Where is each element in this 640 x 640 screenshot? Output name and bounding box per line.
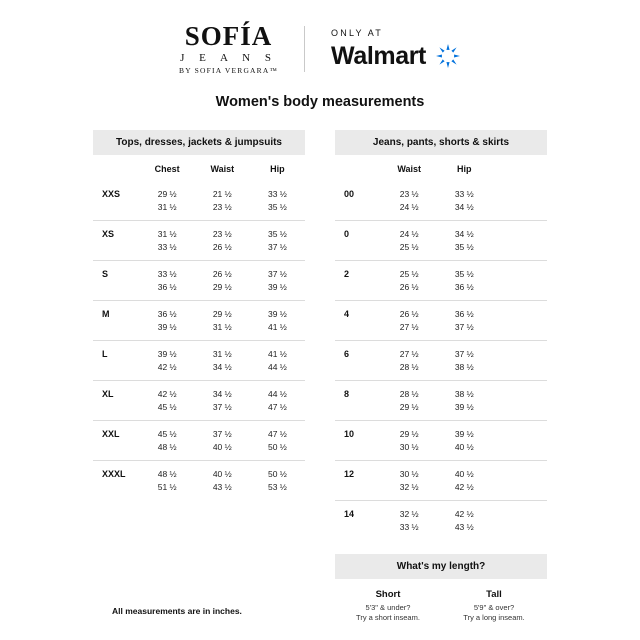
cell-value: 39 ½ [267,282,287,292]
size-label: XXS [102,189,121,199]
size-label: XS [102,229,115,239]
cell-value: 36 ½ [454,309,474,319]
table-row [335,341,547,359]
cell-value: 33 ½ [454,189,474,199]
table-row [335,301,547,319]
table-row [93,319,305,341]
cell-value: 26 ½ [212,242,232,252]
size-label: M [102,309,110,319]
length-option-title: Tall [486,589,502,600]
cell-value: 35 ½ [267,202,287,212]
cell-value: 28 ½ [399,389,419,399]
size-label: S [102,269,109,279]
cell-value: 37 ½ [267,269,287,279]
cell-value: 40 ½ [212,442,232,452]
cell-value: 31 ½ [157,229,177,239]
cell-value: 45 ½ [157,402,177,412]
cell-value: 35 ½ [267,229,287,239]
cell-value: 29 ½ [212,309,232,319]
table-row [93,479,305,500]
tops-measurement-table [93,155,305,500]
cell-value: 34 ½ [212,362,232,372]
cell-value: 36 ½ [157,282,177,292]
cell-value: 50 ½ [267,469,287,479]
table-row [335,381,547,399]
table-row [93,421,305,439]
cell-value: 48 ½ [157,442,177,452]
cell-value: 26 ½ [212,269,232,279]
table-row [335,461,547,479]
cell-value: 37 ½ [267,242,287,252]
measurement-units-note: All measurements are in inches. [112,606,242,616]
cell-value: 29 ½ [399,429,419,439]
table-row [335,279,547,301]
cell-value: 40 ½ [454,442,474,452]
cell-value: 42 ½ [157,389,177,399]
table-row [93,399,305,421]
cell-value: 30 ½ [399,442,419,452]
table-row [93,181,305,199]
cell-value: 34 ½ [454,202,474,212]
brand-subname: J E A N S [180,52,277,65]
cell-value: 31 ½ [212,349,232,359]
brand-header [0,18,640,80]
cell-value: 42 ½ [157,362,177,372]
cell-value: 37 ½ [454,322,474,332]
cell-value: 35 ½ [454,269,474,279]
tops-table-column [93,130,305,623]
length-option-line1: 5'3" & under? [365,603,411,612]
cell-value: 37 ½ [212,402,232,412]
cell-value: 50 ½ [267,442,287,452]
table-row [93,359,305,381]
table-row [93,221,305,239]
cell-value: 33 ½ [267,189,287,199]
brand-name: SOFÍA [184,21,273,52]
length-guide [335,554,547,623]
table-row [93,301,305,319]
cell-value: 31 ½ [212,322,232,332]
length-guide-heading: What's my length? [335,554,547,579]
tops-col-chest: Chest [154,164,180,174]
cell-value: 29 ½ [157,189,177,199]
table-row [335,519,547,540]
walmart-spark-icon [435,43,461,69]
cell-value: 38 ½ [454,362,474,372]
cell-value: 51 ½ [157,482,177,492]
cell-value: 25 ½ [399,242,419,252]
table-row [93,239,305,261]
cell-value: 31 ½ [157,202,177,212]
size-label: 14 [344,509,355,519]
length-option-tall [441,589,547,623]
bottoms-col-waist: Waist [397,164,422,174]
cell-value: 42 ½ [454,509,474,519]
cell-value: 29 ½ [399,402,419,412]
size-label: 00 [344,189,355,199]
bottoms-col-size [335,155,382,181]
table-row [93,341,305,359]
page-title: Women's body measurements [215,94,425,110]
cell-value: 36 ½ [157,309,177,319]
table-row [335,199,547,221]
cell-value: 39 ½ [157,349,177,359]
tops-column-headers [93,155,305,181]
table-row [93,439,305,461]
cell-value: 42 ½ [454,482,474,492]
cell-value: 39 ½ [267,309,287,319]
table-row [335,359,547,381]
cell-value: 39 ½ [454,402,474,412]
tops-col-hip: Hip [270,164,285,174]
table-row [335,479,547,501]
size-label: 12 [344,469,355,479]
table-row [335,239,547,261]
cell-value: 41 ½ [267,349,287,359]
size-label: 0 [344,229,350,239]
cell-value: 23 ½ [399,189,419,199]
cell-value: 43 ½ [212,482,232,492]
size-label: 6 [344,349,350,359]
bottoms-table-column [335,130,547,623]
tops-table-heading: Tops, dresses, jackets & jumpsuits [93,130,305,155]
cell-value: 23 ½ [212,229,232,239]
cell-value: 33 ½ [399,522,419,532]
cell-value: 24 ½ [399,229,419,239]
length-option-line1: 5'9" & over? [473,603,515,612]
cell-value: 44 ½ [267,389,287,399]
table-row [335,439,547,461]
cell-value: 47 ½ [267,429,287,439]
cell-value: 40 ½ [454,469,474,479]
cell-value: 39 ½ [157,322,177,332]
cell-value: 44 ½ [267,362,287,372]
tops-col-waist: Waist [210,164,235,174]
cell-value: 34 ½ [454,229,474,239]
size-label: XXL [102,429,120,439]
tops-col-size [93,155,140,181]
sofia-jeans-logo [179,23,278,75]
cell-value: 26 ½ [399,309,419,319]
length-option-line2: Try a short inseam. [356,613,420,623]
cell-value: 43 ½ [454,522,474,532]
cell-value: 39 ½ [454,429,474,439]
length-option-line2: Try a long inseam. [463,613,525,623]
cell-value: 25 ½ [399,269,419,279]
cell-value: 33 ½ [157,269,177,279]
cell-value: 37 ½ [212,429,232,439]
table-row [93,381,305,399]
length-option-title: Short [375,589,401,600]
table-row [335,221,547,239]
bottoms-col-hip: Hip [457,164,472,174]
size-label: 10 [344,429,355,439]
table-row [93,279,305,301]
cell-value: 33 ½ [157,242,177,252]
cell-value: 27 ½ [399,349,419,359]
cell-value: 40 ½ [212,469,232,479]
cell-value: 47 ½ [267,402,287,412]
cell-value: 53 ½ [267,482,287,492]
cell-value: 32 ½ [399,482,419,492]
walmart-wordmark: Walmart [331,41,426,70]
table-row [335,421,547,439]
brand-byline: BY SOFIA VERGARA™ [179,66,279,76]
table-row [335,181,547,199]
cell-value: 27 ½ [399,322,419,332]
table-row [93,199,305,221]
cell-value: 28 ½ [399,362,419,372]
cell-value: 37 ½ [454,349,474,359]
cell-value: 24 ½ [399,202,419,212]
cell-value: 34 ½ [212,389,232,399]
cell-value: 29 ½ [212,282,232,292]
length-option-short [335,589,441,623]
bottoms-measurement-table [335,155,547,540]
cell-value: 48 ½ [157,469,177,479]
measurement-tables [0,130,640,623]
cell-value: 36 ½ [454,282,474,292]
size-label: 4 [344,309,350,319]
size-label: 2 [344,269,350,279]
table-row [335,501,547,519]
cell-value: 26 ½ [399,282,419,292]
table-row [335,319,547,341]
size-label: L [102,349,108,359]
bottoms-column-headers [335,155,547,181]
cell-value: 45 ½ [157,429,177,439]
cell-value: 21 ½ [212,189,232,199]
size-label: XL [102,389,114,399]
header-divider [304,26,305,72]
size-label: XXXL [102,469,126,479]
size-label: 8 [344,389,350,399]
cell-value: 23 ½ [212,202,232,212]
cell-value: 41 ½ [267,322,287,332]
walmart-logo [331,29,461,69]
table-row [93,261,305,279]
cell-value: 38 ½ [454,389,474,399]
table-row [335,261,547,279]
bottoms-table-heading: Jeans, pants, shorts & skirts [335,130,547,155]
table-row [93,461,305,479]
cell-value: 30 ½ [399,469,419,479]
cell-value: 32 ½ [399,509,419,519]
only-at-label: ONLY AT [331,28,383,38]
cell-value: 35 ½ [454,242,474,252]
table-row [335,399,547,421]
